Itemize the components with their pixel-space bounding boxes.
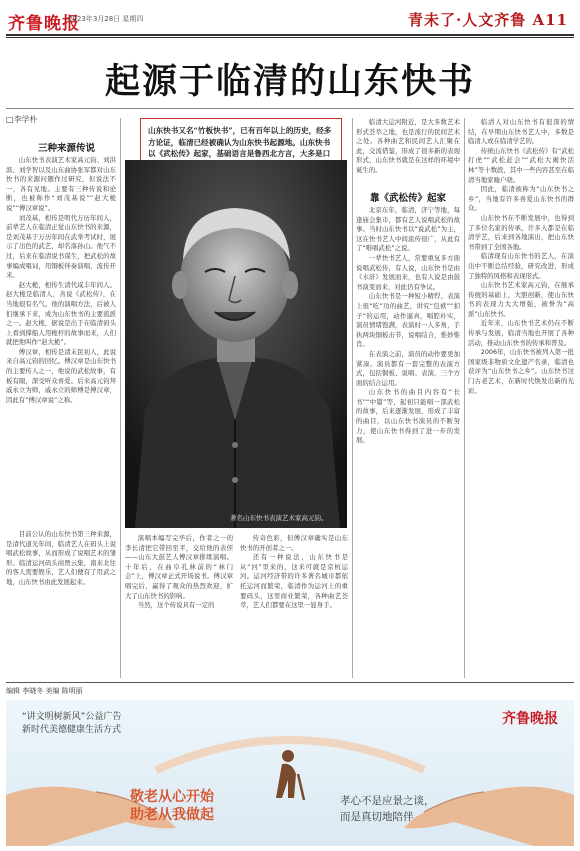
section-title: 青未了·人文齐鲁 A11 bbox=[408, 11, 568, 29]
byline: □李学朴 bbox=[6, 115, 38, 124]
column-4-upper bbox=[356, 118, 460, 184]
paragraph: 2006年，山东快书被列入第一批国家级非物质文化遗产名录，临清也获评为“山东快书之乡”。山东快书这门古老艺术，在新时代焕发出新的光彩。 bbox=[468, 348, 574, 395]
portrait-photo bbox=[125, 160, 347, 528]
paragraph: 山东快书在不断发展中，也得到了多位名家的传承，许多人都是在临清学艺，后来到各地演出，把山东快书带到了全国各地。 bbox=[468, 213, 574, 251]
column-4 bbox=[356, 206, 460, 678]
ad-logo: 齐鲁晚报 bbox=[502, 711, 558, 727]
paragraph: 临清人对山东快书有很深的情结，在早期山东快书艺人中，多数是临清人或在临清学艺的。 bbox=[468, 118, 574, 146]
paragraph: 赵大桅，相传生清代咸丰年间人。赵大桅是临清人，善说《武松传》，在当地很有名气。他的演唱方法，后被人们继承下来，成为山东快书的主要流派之一。赵大桅，据说是出于在临清码头上看到撑船人用桅杆的故事而来，人们就把他叫作“赵大桅”。 bbox=[6, 280, 116, 347]
paragraph: 传统山东快书《武松传》有“武松打虎”“武松赶会”“武松大闹快活林”等十数段，其中一些内容甚至在临清当地家喻户晓。 bbox=[468, 146, 574, 184]
editors-credit: 编辑 李晓冬 美编 陈明丽 bbox=[6, 687, 83, 695]
headline: 起源于临清的山东快书 bbox=[104, 61, 475, 102]
top-rule bbox=[6, 34, 574, 36]
paragraph: 山东快书的曲目内容有“长书”“中篇”等，起初只能唱一部武松的故事，后来逐渐发展，形成了丰富的曲目，以山东快书演员的不断努力，使山东快书得到了进一步的发展。 bbox=[356, 388, 460, 445]
ad-subtitle: 新时代美德健康生活方式 bbox=[22, 725, 122, 735]
column-divider bbox=[352, 118, 353, 678]
paragraph: 因此，临清被称为“山东快书之乡”，当地有许多喜爱山东快书的群众。 bbox=[468, 185, 574, 213]
portrait-illustration bbox=[125, 160, 347, 528]
paragraph: 还有一种说法，山东快书是从“河”里来的，这来可就是京杭运河。运河经济带的许多著名城市都依托运河而繁荣，临清作为运河上的重要码头，这里商业繁荣，各种曲艺荟萃，艺人们都要在这里一显身手。 bbox=[240, 553, 348, 610]
photo-caption: 著名山东快书表演艺术家高元钧。 bbox=[230, 514, 328, 522]
headline-rule bbox=[6, 108, 574, 109]
paragraph: 北京东年，临清，济宁等地，每逢庙会集市，都有艺人说唱武松的故事。当时山东快书以“说武松”为主，这在快书艺人中间流传很广，从此有了“唯唱武松”之说。 bbox=[356, 206, 460, 253]
paragraph: 临清现有山东快书的艺人，在演出中不断总结经验，研究改进，形成了独特的风格和表现形式。 bbox=[468, 252, 574, 280]
column-divider bbox=[120, 118, 121, 678]
summary-text: 山东快书又名“竹板快书”，已有百年以上的历史，经多方论证，临清已经被确认为山东快书起源地。山东快书以《武松传》起家，基础语言是鲁西北方言，大多是口 bbox=[148, 126, 332, 158]
ad-slogan-line: 孝心不是应景之谈， bbox=[340, 795, 435, 807]
column-2-lower bbox=[125, 534, 233, 679]
column-3-lower bbox=[240, 534, 348, 679]
column-divider bbox=[464, 118, 465, 678]
ad-slogan-right bbox=[340, 793, 435, 825]
ad-title: “讲文明树新风”公益广告 bbox=[22, 712, 122, 722]
ad-slogan-line: 敬老从心开始 bbox=[130, 789, 214, 805]
column-5 bbox=[468, 118, 574, 678]
top-rule-thin bbox=[6, 37, 574, 38]
paragraph: 传奇色彩，但傅汉章确实是山东快书的开创者之一。 bbox=[240, 534, 348, 552]
paragraph: 演唱本编写完毕后，作者之一的李长清把它带回至平，交给他的表侄——山东大鼓艺人傅汉章排练演唱。十年后，在曲阜孔林前的“林门会”上，傅汉章正式开场说书。傅汉章唱完后，赢得了观众的热烈欢迎，扩大了山东快书的影响。 bbox=[125, 534, 233, 600]
footer-rule bbox=[6, 682, 574, 683]
paragraph: 近年来，山东快书艺术仍在不断传承与发展，临清当地也开展了各种活动，推动山东快书的传承和普及。 bbox=[468, 319, 574, 347]
paragraph: 在表演之前，演员的动作要更加紧凑。演员都有一套完整的表演方式，包括铜板、说唱、表演，三个方面的结合运用。 bbox=[356, 349, 460, 387]
ad-slogan-line: 而是真切地陪伴 bbox=[340, 811, 414, 823]
paragraph: 刘茂基，相传是明代万历年间人，前辈艺人在临清正觉山东快书的来源，是刘茂基于万历年间在武举考试时，展示了出色的武艺，却名落孙山。他气不过，后来在临清说书谋生，把武松的故事编成唱词，用铜板伴奏演唱，流传开来。 bbox=[6, 213, 116, 280]
ad-slogan-line: 助老从我做起 bbox=[130, 807, 214, 823]
column-1-lower bbox=[6, 530, 116, 676]
section-heading-2: 靠《武松传》起家 bbox=[370, 193, 447, 204]
paragraph: 山东快书表演艺术家高元钧、刘洪滨、刘学智以及山东曲协张军都对山东快书的来源问题作过研究，但说法不一，各有见地。主要有三种传说和论断，也被称作“刘茂基说”“赵大桅说”“傅汉章说”。 bbox=[6, 156, 116, 212]
paragraph: 山东快书是一种短小精悍、表演上很“吃”功的曲艺，讲究“包袱”“扣子”的运用，动作逼真，唱腔朴实，演员情绪饱满，表演时一人多角，手执两块铜板击节，说唱结合，惟妙惟肖。 bbox=[356, 292, 460, 349]
elderly-figure-icon bbox=[276, 750, 304, 800]
paragraph: 一辈快书艺人，常要重复多方面说唱武松传，有人说，山东快书是由《水浒》发展而来，也有人说是由鼓书演变而来，对此仍有争议。 bbox=[356, 253, 460, 291]
paragraph: 山东快书艺术家高元钧，在继承传统的基础上，大胆创新，使山东快书的表现力大大增强，被誉为“高派”山东快书。 bbox=[468, 281, 574, 318]
column-1 bbox=[6, 156, 116, 526]
paragraph: 傅汉章，相传是清末民初人，此说来自高元钧的回忆。傅汉章是山东快书的主要传人之一，他说的武松故事，有板有眼，深受听众喜爱。后来高元钧拜戚永立为师，戚永立的师傅是傅汉章，因此有“傅汉章说”之称。 bbox=[6, 347, 116, 404]
paragraph: 目前公认的山东快书第三种来源，是清代道光年间，临清艺人在码头上说唱武松故事，从而形成了说唱艺术的雏形。临清运河码头商贾云集，南来北往的客人需要娱乐，艺人们便有了用武之地，山东快书由此发展起来。 bbox=[6, 530, 116, 586]
ad-slogan-left bbox=[130, 788, 214, 824]
issue-date: 2023年3月28日 星期四 bbox=[68, 15, 144, 23]
newspaper-logo: 齐鲁晚报 bbox=[8, 14, 80, 34]
section-heading-1: 三种来源传说 bbox=[38, 143, 96, 154]
paragraph: 临清大运河附近，是大多数艺术形式荟萃之地，也是流行的民间艺术之处。各种曲艺和民间艺人汇聚在此，交流借鉴，形成了很多新的表现形式，山东快书就是在这样的环境中诞生的。 bbox=[356, 118, 460, 174]
paragraph: 当然，这个传说具有一定的 bbox=[137, 601, 215, 610]
